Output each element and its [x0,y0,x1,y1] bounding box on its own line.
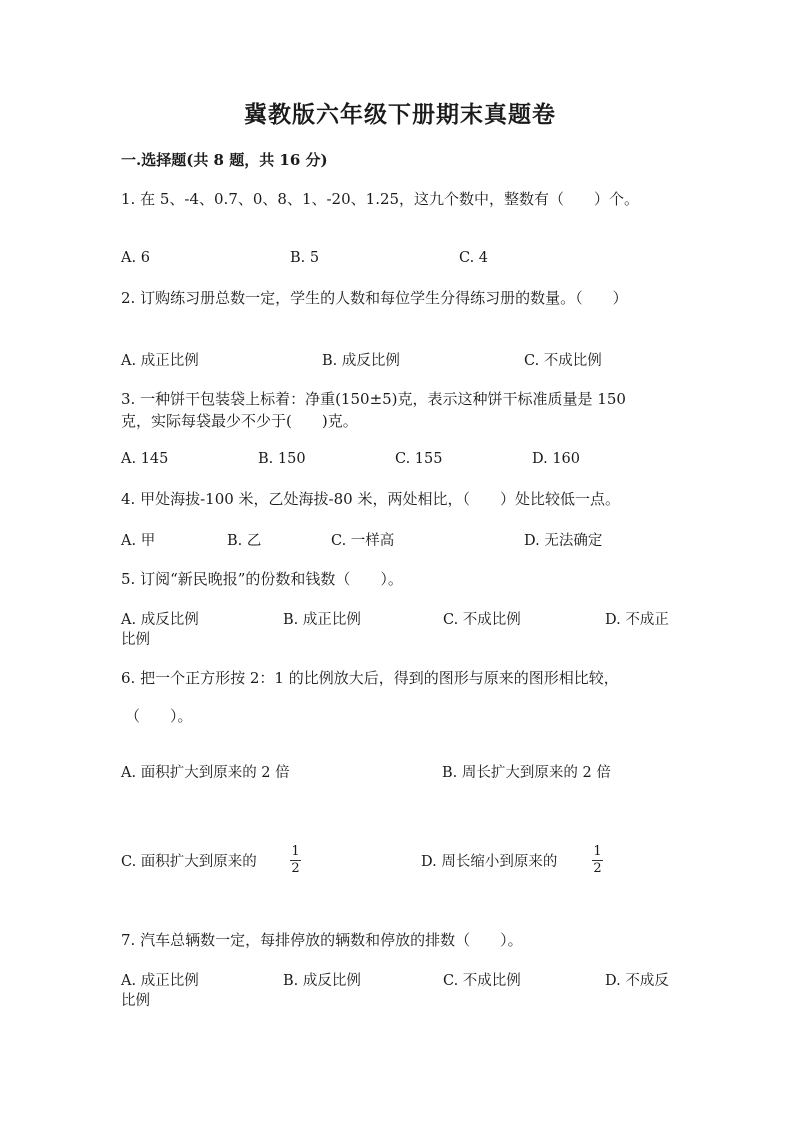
q3-option-a[interactable]: A. 145 [121,451,169,467]
q2-option-a[interactable]: A. 成正比例 [121,353,199,369]
q3-option-c[interactable]: C. 155 [395,451,443,467]
fraction-denominator: 2 [291,861,300,876]
question-3-line-1: 3. 一种饼干包装袋上标着：净重(150±5)克，表示这种饼干标准质量是 150 [121,390,626,408]
q4-option-a[interactable]: A. 甲 [121,533,156,549]
q3-option-b[interactable]: B. 150 [258,451,306,467]
q1-option-b[interactable]: B. 5 [290,250,320,266]
q6-option-d[interactable]: D. 周长缩小到原来的 [421,854,558,870]
q7-option-b[interactable]: B. 成反比例 [283,973,361,989]
fraction-numerator: 1 [291,844,300,859]
q5-option-a[interactable]: A. 成反比例 [121,612,199,628]
fraction-numerator: 1 [593,844,602,859]
question-4: 4. 甲处海拔-100 米，乙处海拔-80 米，两处相比，（ ）处比较低一点。 [121,490,620,508]
q4-option-b[interactable]: B. 乙 [227,533,262,549]
q6-option-d-fraction [592,845,603,876]
page-title: 冀教版六年级下册期末真题卷 [244,101,556,128]
question-1: 1. 在 5、-4、0.7、0、8、1、-20、1.25，这九个数中，整数有（ ）个。 [121,190,640,208]
fraction-denominator: 2 [593,861,602,876]
q7-option-d-wrap: 比例 [121,993,150,1009]
question-7: 7. 汽车总辆数一定，每排停放的辆数和停放的排数（ ）。 [121,931,523,949]
q5-option-d-wrap: 比例 [121,632,150,648]
question-3-line-2: 克，实际每袋最少不少于( )克。 [121,412,358,430]
q1-option-c[interactable]: C. 4 [459,250,489,266]
q6-option-c-fraction [290,845,301,876]
q6-option-b[interactable]: B. 周长扩大到原来的 2 倍 [442,765,611,781]
q4-option-d[interactable]: D. 无法确定 [524,533,603,549]
q5-option-c[interactable]: C. 不成比例 [443,612,521,628]
q5-option-b[interactable]: B. 成正比例 [283,612,361,628]
question-5: 5. 订阅“新民晚报”的份数和钱数（ ）。 [121,570,403,588]
q6-option-c[interactable]: C. 面积扩大到原来的 [121,854,257,870]
q6-option-a[interactable]: A. 面积扩大到原来的 2 倍 [121,765,290,781]
q7-option-d[interactable]: D. 不成反 [605,973,669,989]
q4-option-c[interactable]: C. 一样高 [331,533,395,549]
q2-option-c[interactable]: C. 不成比例 [524,353,602,369]
q2-option-b[interactable]: B. 成反比例 [322,353,400,369]
q3-option-d[interactable]: D. 160 [532,451,581,467]
section-heading: 一.选择题(共 8 题，共 16 分) [121,151,328,169]
q7-option-c[interactable]: C. 不成比例 [443,973,521,989]
question-6-line-1: 6. 把一个正方形按 2：1 的比例放大后，得到的图形与原来的图形相比较， [121,669,619,687]
q7-option-a[interactable]: A. 成正比例 [121,973,199,989]
question-6-line-2: （ ）。 [125,707,193,725]
q1-option-a[interactable]: A. 6 [121,250,150,266]
question-2: 2. 订购练习册总数一定，学生的人数和每位学生分得练习册的数量。（ ） [121,289,628,307]
q5-option-d[interactable]: D. 不成正 [605,612,669,628]
